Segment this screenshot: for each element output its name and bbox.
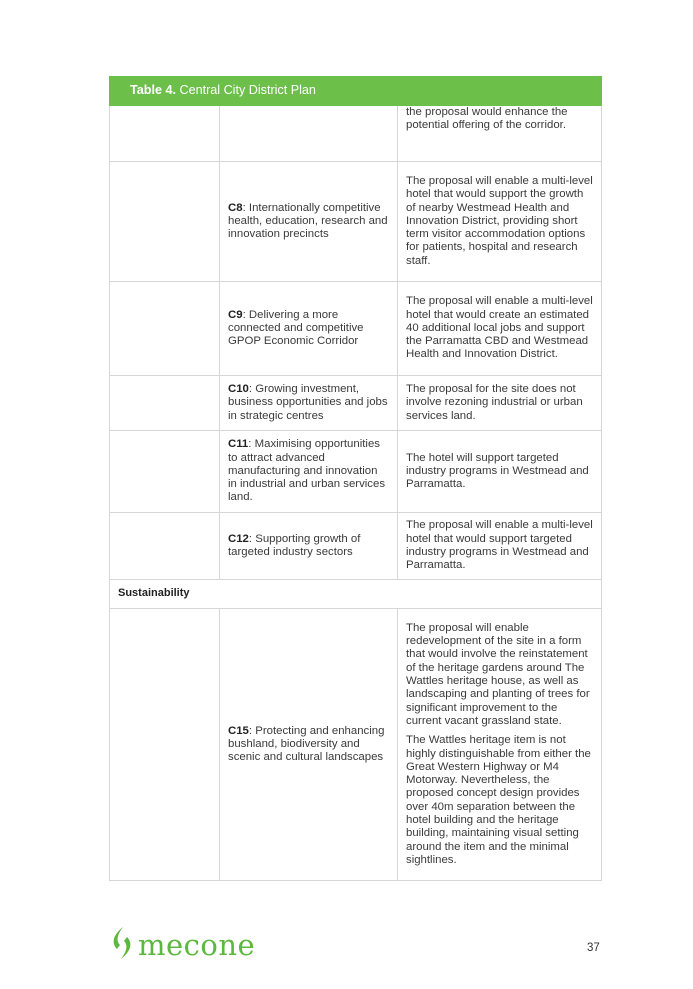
table-row — [110, 376, 602, 431]
priority-separator: : — [242, 308, 246, 321]
priority-code: C15 — [228, 724, 249, 737]
page-number: 37 — [587, 942, 600, 954]
priority-cell — [220, 376, 398, 431]
continued-response: the proposal would enhance the potential offering of the corridor. — [406, 106, 568, 132]
response-cell — [398, 376, 602, 431]
empty-cell — [110, 513, 220, 580]
response-cell — [398, 609, 602, 881]
table-label: Table 4. — [130, 83, 176, 98]
priority-text: Supporting growth of targeted industry sectors — [228, 532, 361, 558]
table-row — [110, 609, 602, 881]
priority-cell — [220, 282, 398, 376]
priority-separator: : — [248, 724, 253, 737]
response-text: The proposal for the site does not involve rezoning industrial or urban services land. — [406, 383, 583, 422]
mecone-logo — [109, 928, 255, 962]
central-city-district-plan-table — [109, 76, 602, 881]
table-row — [110, 431, 602, 513]
table-title: Central City District Plan — [179, 83, 316, 98]
response-cell — [398, 513, 602, 580]
response-text: The hotel will support targeted industry programs in Westmead and Parramatta. — [406, 451, 589, 491]
priority-cell — [220, 513, 398, 580]
priority-cell — [220, 609, 398, 881]
priority-text: Maximising opportunities to attract advanced manufacturing and innovation in industrial and urban services land. — [228, 438, 386, 504]
response-cell — [398, 106, 602, 162]
priority-text: Delivering a more connected and competitive GPOP Economic Corridor — [228, 308, 364, 348]
empty-cell — [110, 431, 220, 513]
priority-separator: : — [248, 383, 253, 396]
priority-separator: : — [242, 201, 246, 214]
priority-cell — [220, 162, 398, 282]
section-heading: Sustainability — [110, 580, 602, 609]
empty-cell — [110, 106, 220, 162]
logo-wordmark: mecone — [138, 928, 256, 962]
table-header-row — [110, 77, 602, 106]
priority-separator: : — [248, 532, 253, 545]
priority-code: C8 — [228, 201, 243, 214]
response-text: The proposal will enable a multi-level hotel that would create an estimated 40 additional local jobs and support the Parramatta CBD and Westmead Health and Innovation District. — [406, 295, 593, 361]
empty-cell — [110, 376, 220, 431]
response-paragraph: The proposal will enable redevelopment of the site in a form that would involve the reinstatement of the heritage gardens around The Wattles heritage house, as well as landscaping and planting of trees for significant improvement to the current vacant grassland state. — [406, 621, 590, 727]
empty-cell — [110, 282, 220, 376]
table-row — [110, 106, 602, 162]
response-text: The proposal will enable a multi-level hotel that would support the growth of nearby Westmead Health and Innovation District, providing short term visitor accommodation options for patients, hospital and research staff. — [406, 174, 593, 267]
response-paragraph: The Wattles heritage item is not highly distinguishable from either the Great Western Highway or M4 Motorway. Nevertheless, the proposed concept design provides over 40m separation between the hotel building and the heritage building, maintaining visual setting around the item and the minimal sightlines. — [406, 734, 591, 866]
priority-separator: : — [248, 438, 252, 451]
empty-cell — [220, 106, 398, 162]
priority-code: C9 — [228, 308, 243, 321]
table-row — [110, 513, 602, 580]
response-text: The proposal will enable a multi-level hotel that would support targeted industry programs in Westmead and Parramatta. — [406, 519, 593, 572]
response-cell — [398, 282, 602, 376]
response-cell — [398, 162, 602, 282]
table-row — [110, 162, 602, 282]
empty-cell — [110, 162, 220, 282]
priority-text: Internationally competitive health, education, research and innovation precincts — [228, 201, 388, 241]
table-caption — [110, 77, 602, 106]
empty-cell — [110, 609, 220, 881]
priority-code: C10 — [228, 383, 249, 396]
priority-text: Protecting and enhancing bushland, biodiversity and scenic and cultural landscapes — [228, 724, 385, 764]
table-row — [110, 282, 602, 376]
priority-code: C11 — [228, 438, 249, 451]
section-row — [110, 580, 602, 609]
priority-text: Growing investment, business opportunities and jobs in strategic centres — [228, 383, 388, 422]
leaf-icon — [109, 926, 135, 965]
priority-cell — [220, 431, 398, 513]
priority-code: C12 — [228, 532, 249, 545]
response-cell — [398, 431, 602, 513]
